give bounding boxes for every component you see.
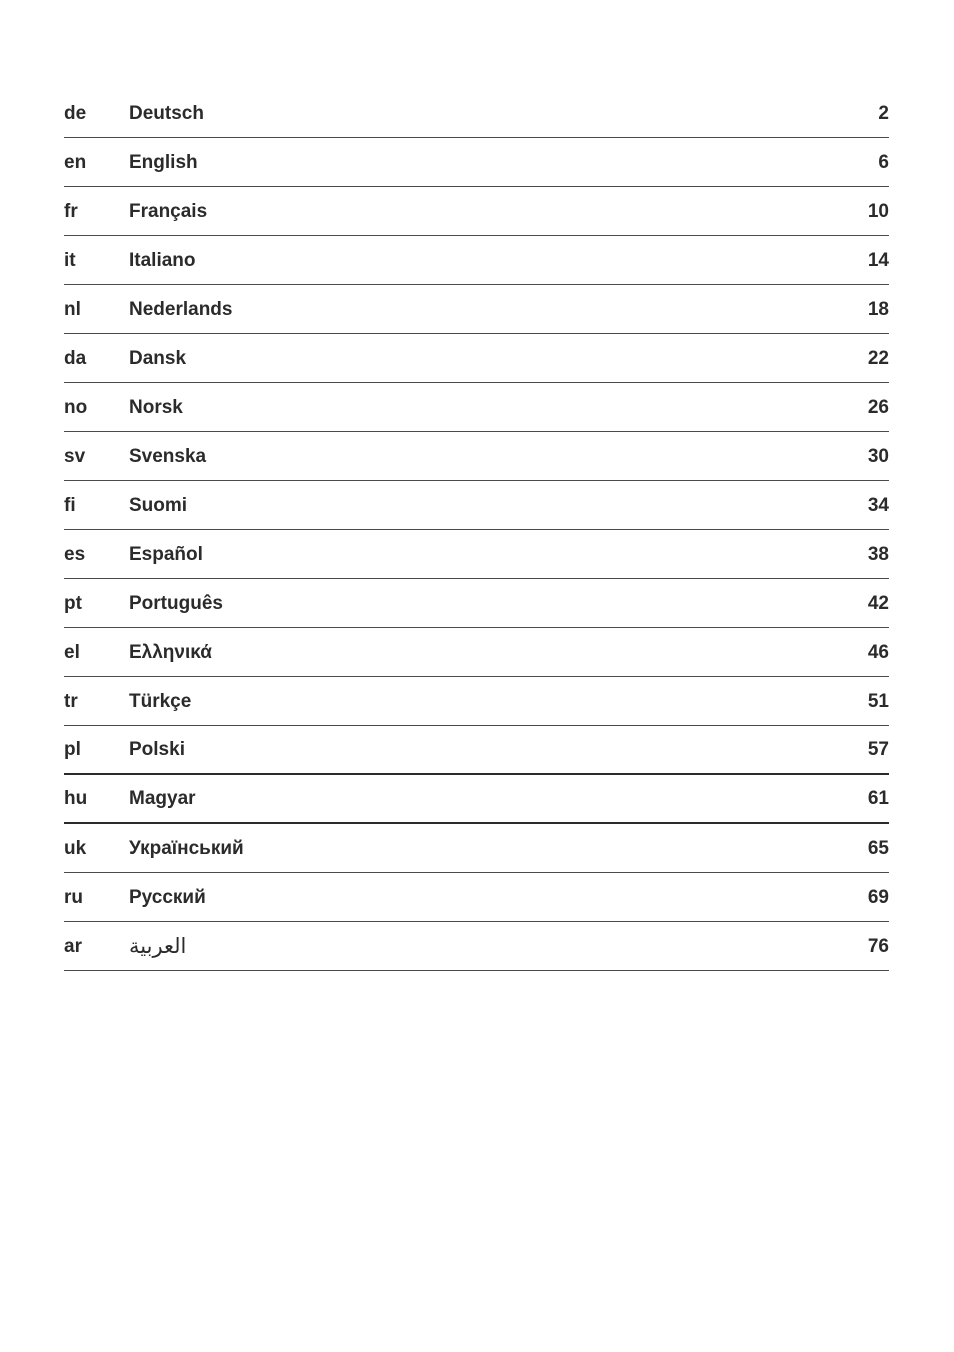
language-name: Polski xyxy=(129,739,185,760)
toc-row-fr[interactable] xyxy=(64,187,889,236)
language-code: sv xyxy=(64,445,86,467)
language-name: Deutsch xyxy=(129,102,204,124)
language-name: العربية xyxy=(129,933,187,958)
toc-row-hu[interactable] xyxy=(64,775,889,824)
language-name: Український xyxy=(129,837,244,859)
page-number: 2 xyxy=(878,102,889,124)
page-number: 69 xyxy=(867,886,889,908)
page-number: 22 xyxy=(867,347,889,369)
language-code: da xyxy=(64,347,87,369)
toc-row-tr[interactable] xyxy=(64,677,889,726)
toc-row-it[interactable] xyxy=(64,236,889,285)
toc-row-no[interactable] xyxy=(64,383,889,432)
page-number: 46 xyxy=(867,641,889,663)
language-name: Español xyxy=(129,543,203,565)
language-code: uk xyxy=(64,837,87,859)
page-number: 14 xyxy=(867,249,889,271)
page-number: 6 xyxy=(878,151,889,173)
toc-row-fi[interactable] xyxy=(64,481,889,530)
language-name: Nederlands xyxy=(129,298,233,320)
page-number: 42 xyxy=(867,592,889,614)
toc-row-de[interactable] xyxy=(64,89,889,138)
language-code: ru xyxy=(64,886,83,908)
language-code: no xyxy=(64,396,88,418)
language-code: pl xyxy=(64,739,81,760)
language-code: it xyxy=(64,249,76,271)
page-number: 26 xyxy=(867,396,889,418)
table-of-contents xyxy=(64,89,889,971)
toc-row-ar[interactable] xyxy=(64,922,889,971)
language-name: Русский xyxy=(129,886,206,908)
language-code: en xyxy=(64,151,87,173)
toc-row-nl[interactable] xyxy=(64,285,889,334)
page-number: 65 xyxy=(867,837,889,859)
page-number: 76 xyxy=(867,935,889,957)
language-name: Português xyxy=(129,592,223,614)
language-name: Norsk xyxy=(129,396,183,418)
language-name: Italiano xyxy=(129,249,196,271)
toc-row-sv[interactable] xyxy=(64,432,889,481)
page-number: 61 xyxy=(867,788,889,809)
language-code: es xyxy=(64,543,86,565)
toc-row-ru[interactable] xyxy=(64,873,889,922)
language-code: fi xyxy=(64,494,76,516)
toc-row-pt[interactable] xyxy=(64,579,889,628)
language-code: ar xyxy=(64,935,82,957)
page-number: 38 xyxy=(867,543,889,565)
page-number: 10 xyxy=(867,200,889,222)
page-number: 34 xyxy=(867,494,889,516)
page-number: 57 xyxy=(867,739,889,760)
toc-row-el[interactable] xyxy=(64,628,889,677)
page-number: 18 xyxy=(867,298,889,320)
language-code: fr xyxy=(64,200,78,222)
page-number: 30 xyxy=(867,445,889,467)
toc-row-uk[interactable] xyxy=(64,824,889,873)
language-name: Français xyxy=(129,200,208,222)
language-name: Magyar xyxy=(129,788,196,809)
language-name: Suomi xyxy=(129,494,188,516)
toc-row-pl[interactable] xyxy=(64,726,889,775)
toc-row-da[interactable] xyxy=(64,334,889,383)
language-code: hu xyxy=(64,788,88,809)
language-name: Svenska xyxy=(129,445,207,467)
toc-row-es[interactable] xyxy=(64,530,889,579)
page-number: 51 xyxy=(867,690,889,712)
language-name: Ελληνικά xyxy=(129,641,212,663)
language-name: Türkçe xyxy=(129,690,192,712)
language-code: pt xyxy=(64,592,82,614)
language-code: de xyxy=(64,102,87,124)
language-name: English xyxy=(129,151,198,173)
toc-row-en[interactable] xyxy=(64,138,889,187)
language-code: tr xyxy=(64,690,78,712)
language-code: nl xyxy=(64,298,81,320)
language-name: Dansk xyxy=(129,347,187,369)
language-code: el xyxy=(64,641,80,663)
